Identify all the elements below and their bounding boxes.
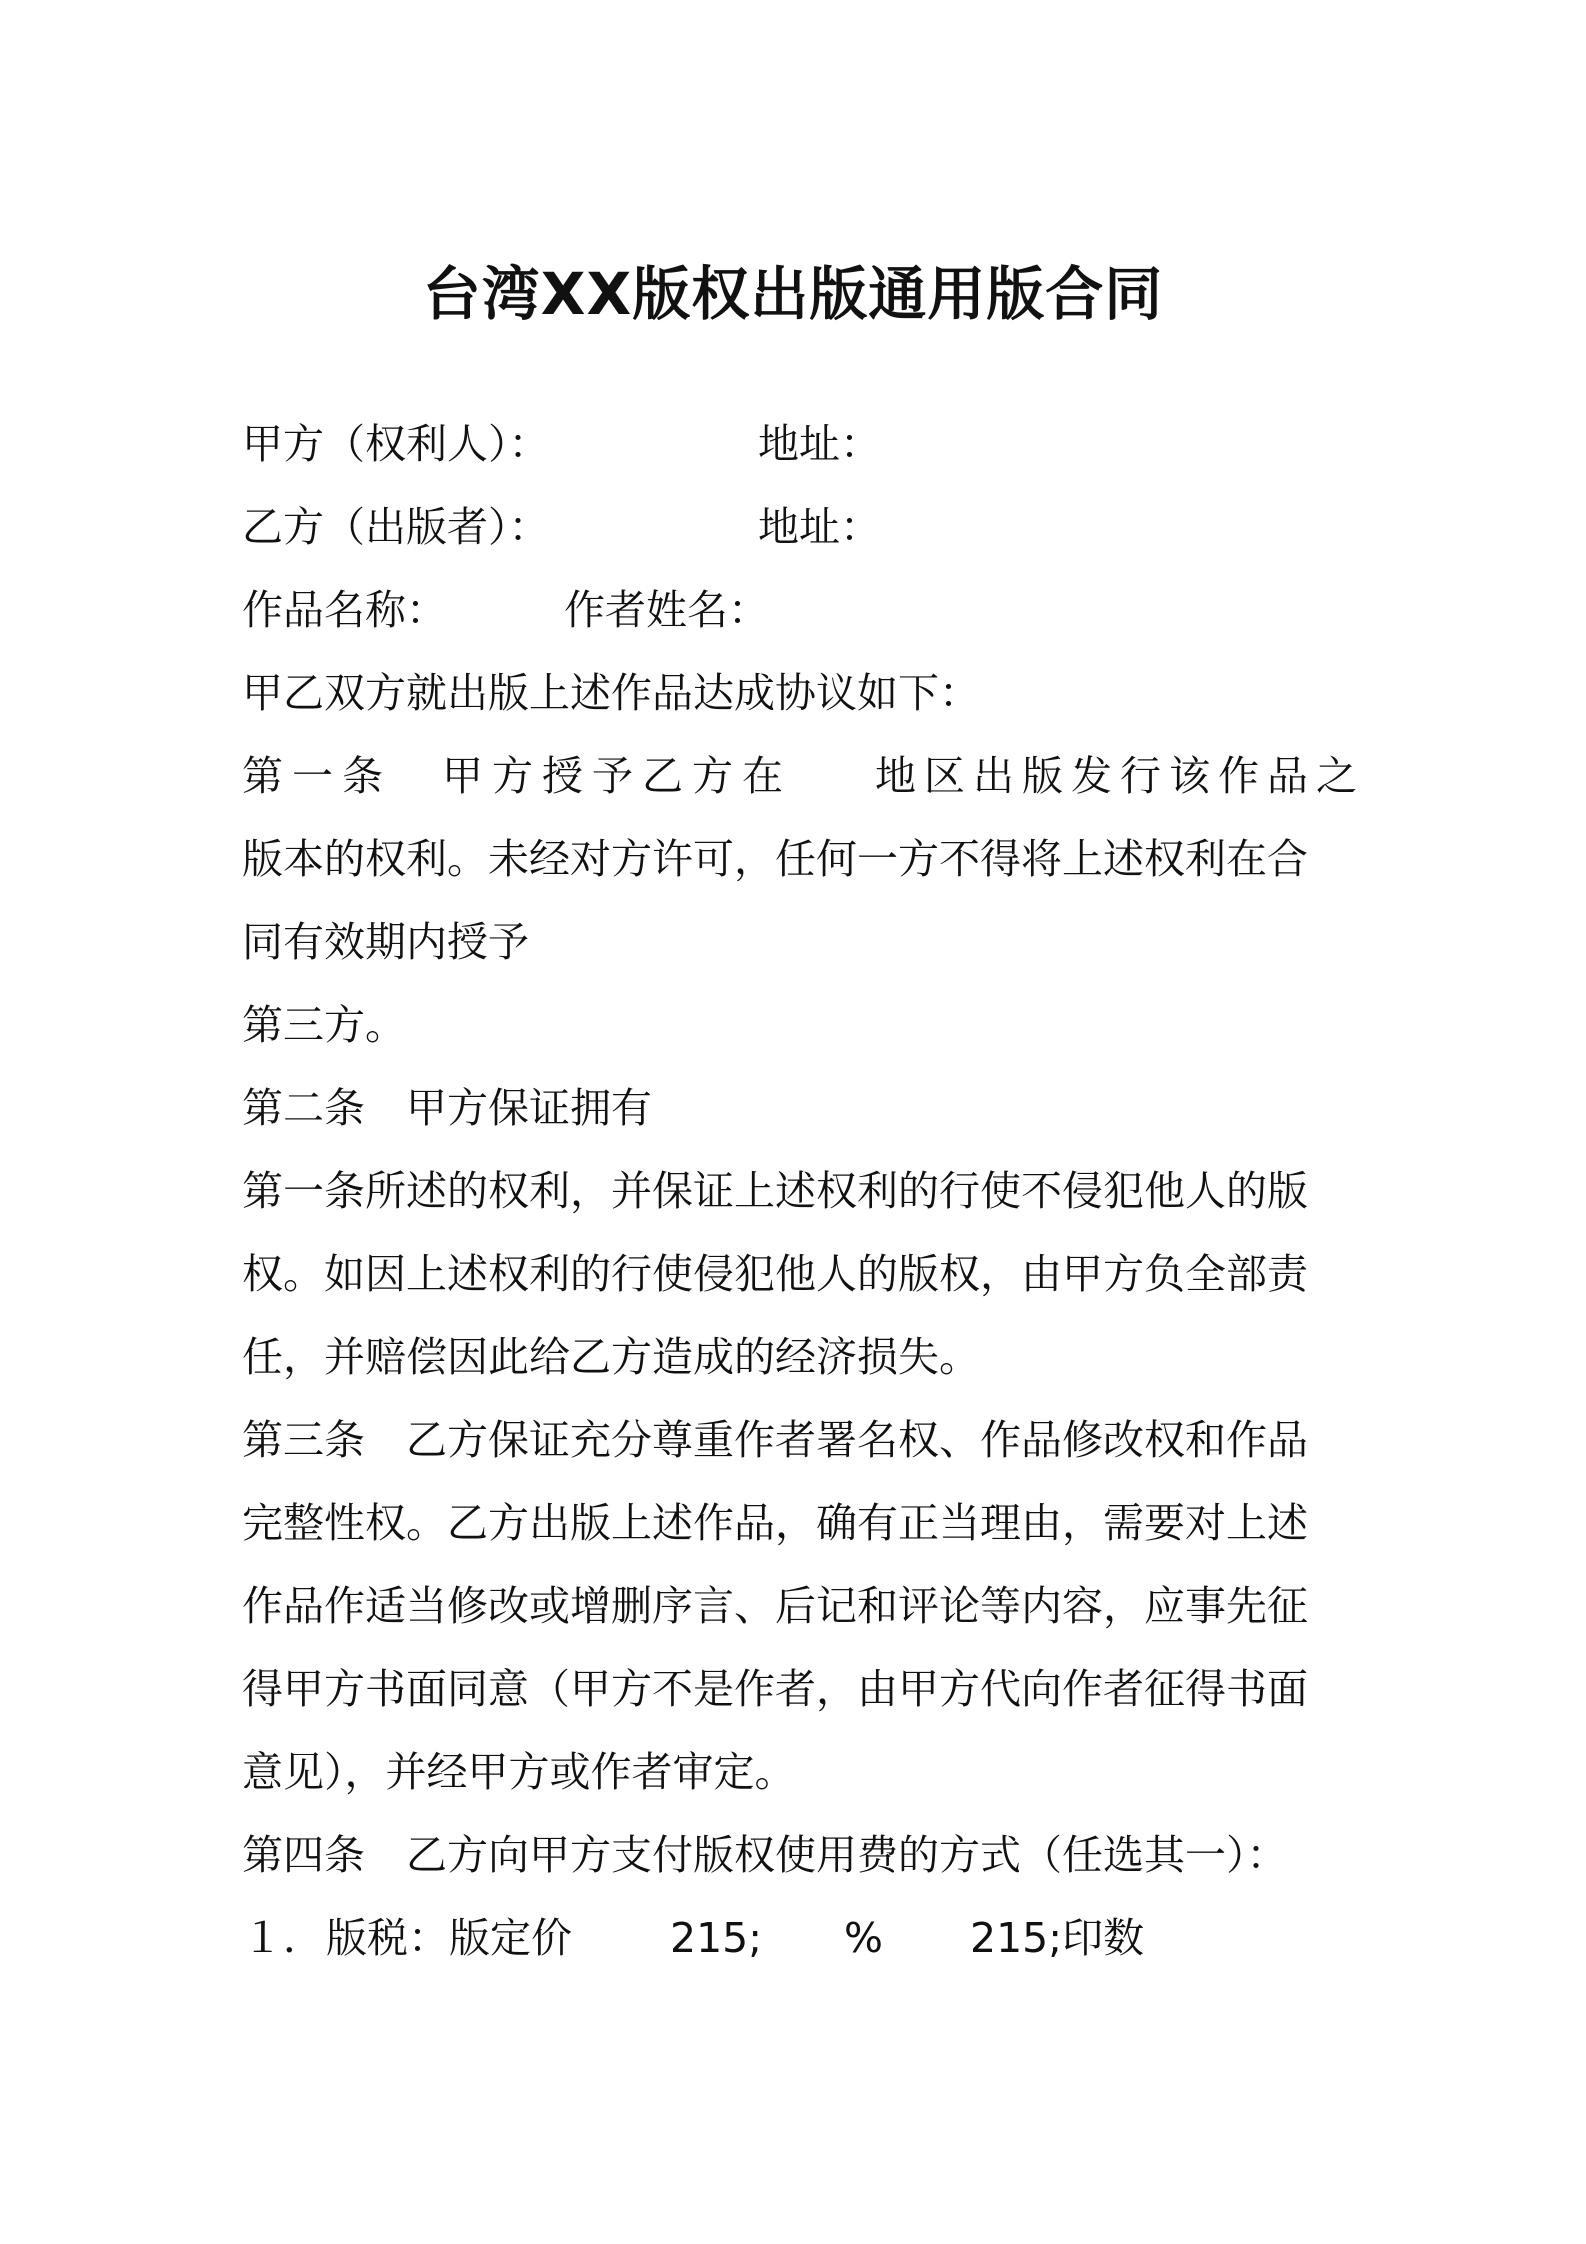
article1-line4: 第三方。 <box>242 1001 406 1049</box>
party-b-address-label: 地址： <box>758 503 881 551</box>
document-title: 台湾XX版权出版通用版合同 <box>422 260 1164 328</box>
work-name-label: 作品名称： <box>242 586 447 634</box>
party-a-label: 甲方（权利人）： <box>242 420 550 468</box>
article1-line1 <box>242 750 1365 802</box>
article4-item1-value1: 215; <box>670 1914 763 1962</box>
article4-item1-label: 版税：版定价 <box>326 1914 572 1962</box>
article4-item1 <box>242 1912 1352 1964</box>
work-line <box>242 584 1352 636</box>
article4-item1-value2: 215;印数 <box>970 1914 1145 1962</box>
article4-item1-percent: % <box>844 1914 883 1962</box>
article2-line2: 第一条所述的权利，并保证上述权利的行使不侵犯他人的版 <box>242 1167 1308 1215</box>
article2-line4: 任，并赔偿因此给乙方造成的经济损失。 <box>242 1333 980 1381</box>
party-b-label: 乙方（出版者）： <box>242 503 550 551</box>
article3-line3: 作品作适当修改或增删序言、后记和评论等内容，应事先征 <box>242 1582 1308 1630</box>
article4-line1: 第四条 乙方向甲方支付版权使用费的方式（任选其一）： <box>242 1831 1288 1879</box>
party-a-line <box>242 418 1352 470</box>
article3-line2: 完整性权。乙方出版上述作品，确有正当理由，需要对上述 <box>242 1499 1308 1547</box>
party-b-line <box>242 501 1352 553</box>
article2-line1: 第二条 甲方保证拥有 <box>242 1084 652 1132</box>
article4-item1-number: １． <box>242 1914 324 1962</box>
article3-line4: 得甲方书面同意（甲方不是作者，由甲方代向作者征得书面 <box>242 1665 1308 1713</box>
article1-part-b: 地区出版发行该作品之 <box>875 752 1365 800</box>
article1-line2: 版本的权利。未经对方许可，任何一方不得将上述权利在合 <box>242 835 1308 883</box>
author-name-label: 作者姓名： <box>564 586 769 634</box>
article1-part-a: 第一条 甲方授予乙方在 <box>242 752 792 800</box>
article3-line5: 意见），并经甲方或作者审定。 <box>242 1748 796 1796</box>
party-a-address-label: 地址： <box>758 420 881 468</box>
intro-text: 甲乙双方就出版上述作品达成协议如下： <box>242 669 980 717</box>
article2-line3: 权。如因上述权利的行使侵犯他人的版权，由甲方负全部责 <box>242 1250 1308 1298</box>
article1-line3: 同有效期内授予 <box>242 918 529 966</box>
article3-line1: 第三条 乙方保证充分尊重作者署名权、作品修改权和作品 <box>242 1416 1308 1464</box>
